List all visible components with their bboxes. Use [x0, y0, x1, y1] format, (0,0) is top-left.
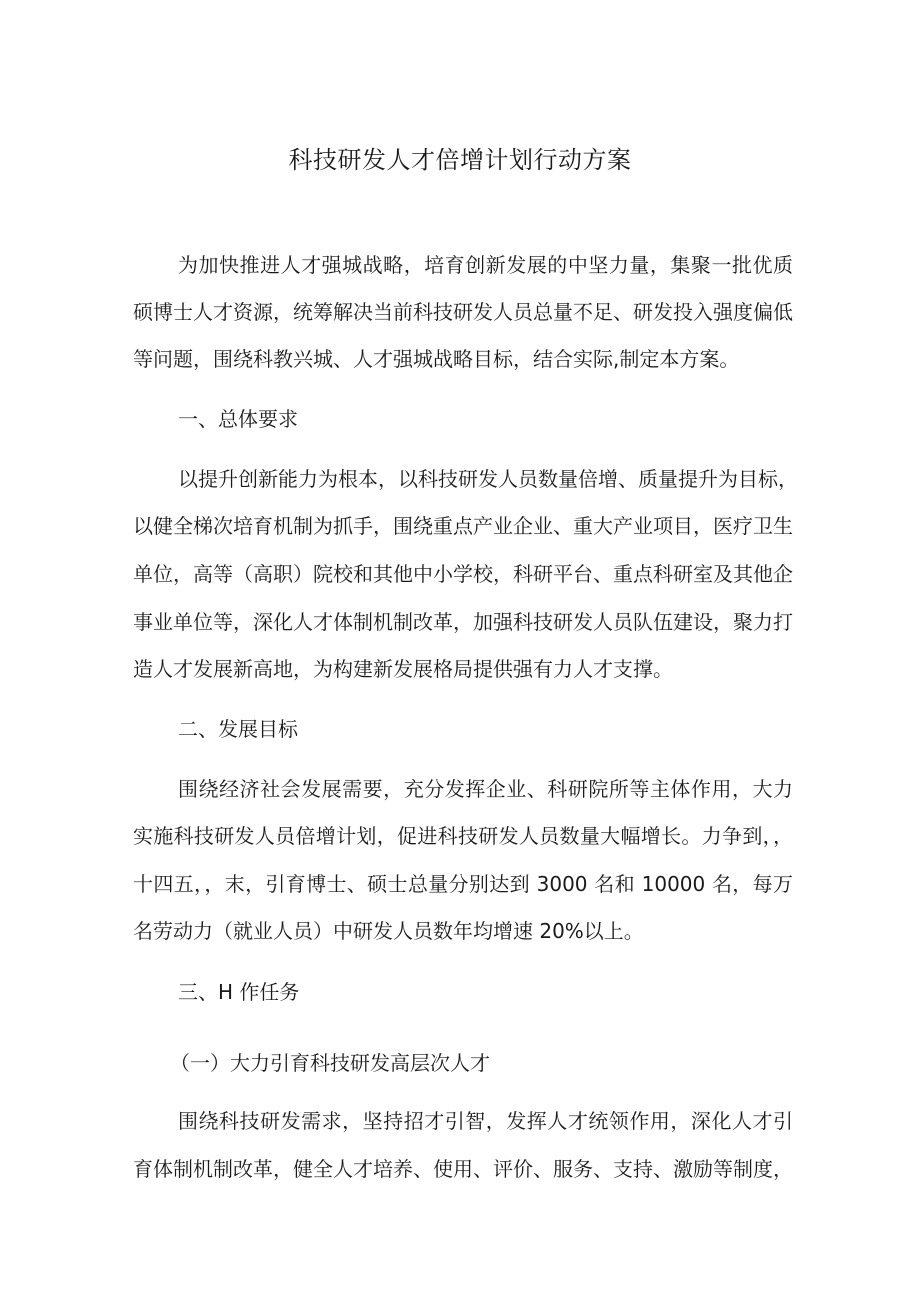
- section3-line-2: 育体制机制改革，健全人才培养、使用、评价、服务、支持、激励等制度，: [133, 1157, 793, 1181]
- section1-line-5: 造人才发展新高地，为构建新发展格局提供强有力人才支撑。: [133, 657, 673, 681]
- section3-subheading: （一）大力引育科技研发高层次人才: [170, 1051, 490, 1075]
- intro-line-2: 硕博士人才资源，统筹解决当前科技研发人员总量不足、研发投入强度偏低: [133, 300, 793, 324]
- section2-line-1: 围绕经济社会发展需要，充分发挥企业、科研院所等主体作用，大力: [178, 777, 793, 801]
- section2-line-2: 实施科技研发人员倍增计划，促进科技研发人员数量大幅增长。力争到，，: [133, 824, 793, 848]
- section2-heading: 二、发展目标: [178, 717, 298, 741]
- intro-line-1: 为加快推进人才强城战略，培育创新发展的中坚力量，集聚一批优质: [178, 253, 793, 277]
- section2-line-4: 名劳动力（就业人员）中研发人员数年均增速 20%以上。: [133, 919, 644, 943]
- section1-heading: 一、总体要求: [178, 407, 298, 431]
- section1-line-2: 以健全梯次培育机制为抓手，围绕重点产业企业、重大产业项目，医疗卫生: [133, 514, 793, 538]
- section1-line-3: 单位，高等（高职）院校和其他中小学校，科研平台、重点科研室及其他企: [133, 562, 793, 586]
- section3-line-1: 围绕科技研发需求，坚持招才引智，发挥人才统领作用，深化人才引: [178, 1109, 793, 1133]
- section1-line-1: 以提升创新能力为根本，以科技研发人员数量倍增、质量提升为目标，: [178, 467, 798, 491]
- section1-line-4: 事业单位等，深化人才体制机制改革，加强科技研发人员队伍建设，聚力打: [133, 610, 793, 634]
- intro-line-3: 等问题，围绕科教兴城、人才强城战略目标，结合实际,制定本方案。: [133, 347, 740, 371]
- section3-heading: 三、H 作任务: [178, 980, 300, 1004]
- document-title: 科技研发人才倍增计划行动方案: [288, 146, 632, 174]
- section2-line-3: 十四五，，末，引育博士、硕士总量分别达到 3000 名和 10000 名，每万: [133, 872, 793, 896]
